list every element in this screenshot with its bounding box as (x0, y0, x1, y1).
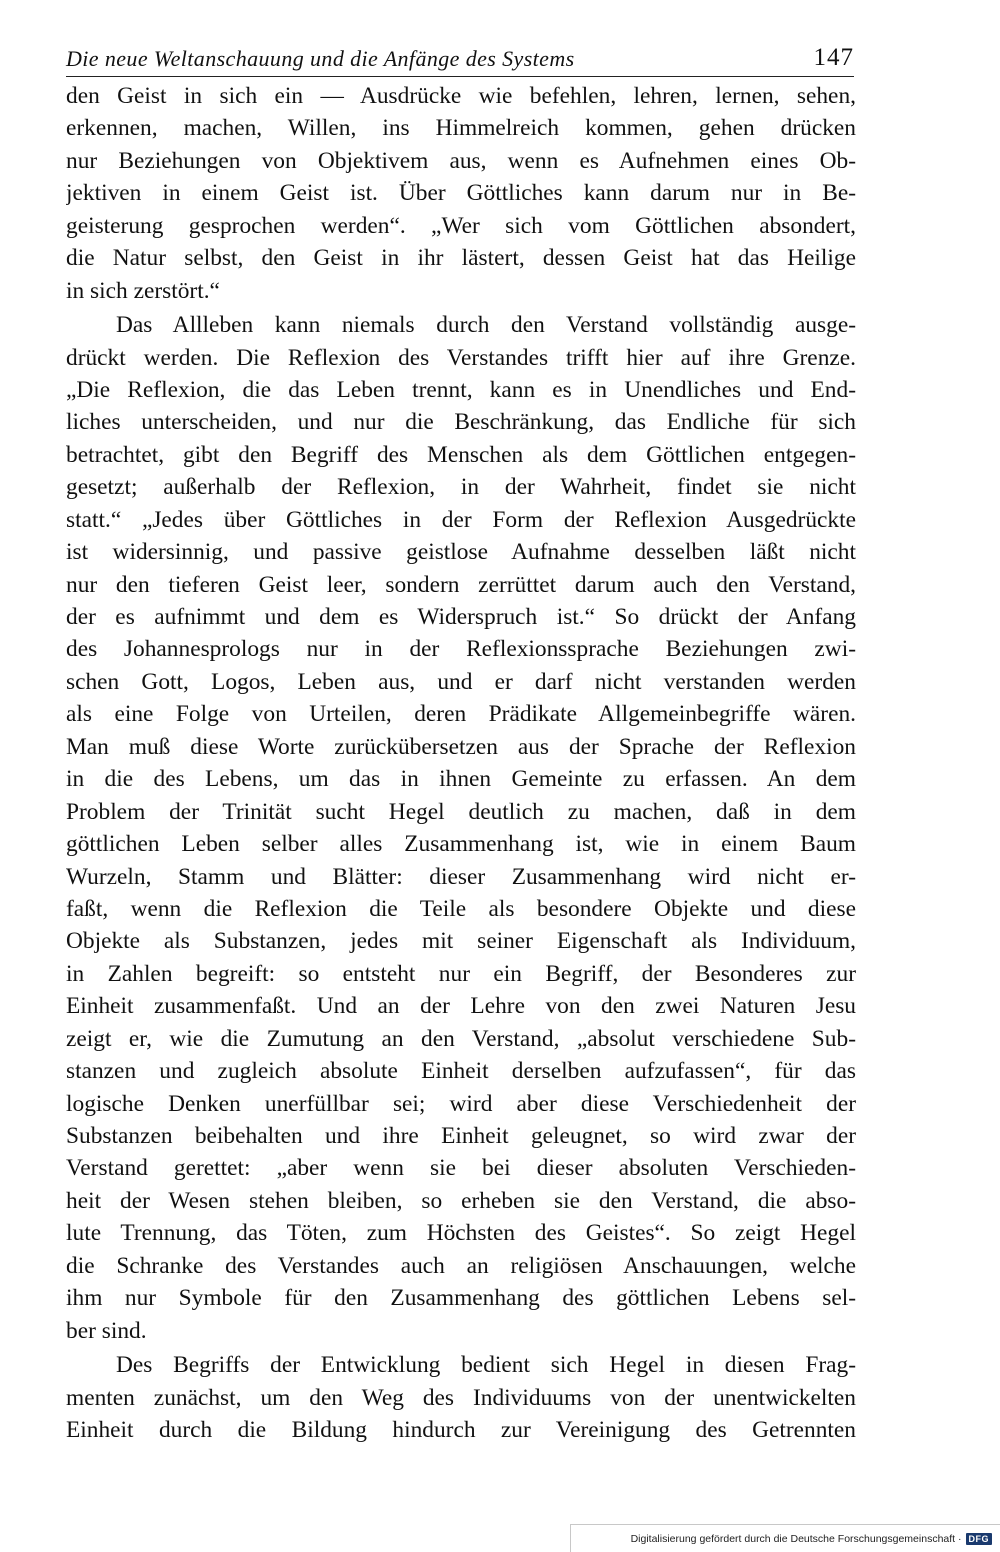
text-line: in sich zerstört.“ (66, 277, 220, 304)
footer-credit: Digitalisierung gefördert durch die Deutsche Forschungsgemeinschaft · (630, 1532, 962, 1545)
paragraph (66, 80, 856, 307)
page-number: 147 (813, 44, 854, 71)
text-line: ihm nur Symbole für den Zusammenhang des göttlichen Lebens sel- (66, 1285, 856, 1312)
text-line: des Johannesprologs nur in der Reflexionssprache Beziehungen zwi- (66, 636, 856, 663)
text-line: Substanzen beibehalten und ihre Einheit geleugnet, so wird zwar der (66, 1123, 856, 1149)
text-line: Einheit durch die Bildung hindurch zur Vereinigung des Getrennten (66, 1416, 856, 1443)
text-line: ber sind. (66, 1317, 147, 1344)
text-line: gesetzt; außerhalb der Reflexion, in der Wahrheit, findet sie nicht (66, 474, 856, 501)
text-line: betrachtet, gibt den Begriff des Menschen als dem Göttlichen entgegen- (66, 441, 856, 468)
text-line: ist widersinnig, und passive geistlose Aufnahme desselben läßt nicht (66, 539, 856, 566)
text-line: Man muß diese Worte zurückübersetzen aus der Sprache der Reflexion (66, 733, 856, 760)
text-line: geisterung gesprochen werden“. „Wer sich vom Göttlichen absondert, (66, 212, 856, 239)
text-line: Einheit zusammenfaßt. Und an der Lehre von den zwei Naturen Jesu (66, 993, 856, 1020)
text-line: drückt werden. Die Reflexion des Verstandes trifft hier auf ihre Grenze. (66, 344, 856, 371)
paragraph (66, 1349, 856, 1446)
text-line: in die des Lebens, um das in ihnen Gemeinte zu erfassen. An dem (66, 766, 856, 793)
text-line: statt.“ „Jedes über Göttliches in der Form der Reflexion Ausgedrückte (66, 506, 856, 533)
text-line: nur den tieferen Geist leer, sondern zerrüttet darum auch den Verstand, (66, 571, 856, 598)
text-line: Des Begriffs der Entwicklung bedient sich Hegel in diesen Frag- (116, 1352, 856, 1379)
text-line: erkennen, machen, Willen, ins Himmelreich kommen, gehen drücken (66, 115, 856, 142)
text-line: menten zunächst, um den Weg des Individuums von der unentwickelten (66, 1384, 856, 1411)
paragraph (66, 309, 856, 1347)
text-line: Wurzeln, Stamm und Blätter: dieser Zusammenhang wird nicht er- (66, 863, 856, 890)
text-line: den Geist in sich ein — Ausdrücke wie befehlen, lehren, lernen, sehen, (66, 83, 856, 109)
text-line: göttlichen Leben selber alles Zusammenhang ist, wie in einem Baum (66, 831, 856, 858)
text-line: faßt, wenn die Reflexion die Teile als besondere Objekte und diese (66, 895, 856, 922)
text-line: die Schranke des Verstandes auch an religiösen Anschauungen, welche (66, 1252, 856, 1279)
running-header (66, 44, 854, 77)
text-line: als eine Folge von Urteilen, deren Prädikate Allgemeinbegriffe wären. (66, 701, 856, 728)
text-line: Objekte als Substanzen, jedes mit seiner Eigenschaft als Individuum, (66, 928, 856, 955)
body-text (66, 80, 856, 1446)
text-line: nur Beziehungen von Objektivem aus, wenn es Aufnehmen eines Ob- (66, 147, 856, 174)
text-line: schen Gott, Logos, Leben aus, und er darf nicht verstanden werden (66, 668, 856, 695)
text-line: in Zahlen begreift: so entsteht nur ein Begriff, der Besonderes zur (66, 960, 856, 987)
text-line: „Die Reflexion, die das Leben trennt, kann es in Unendliches und End- (66, 376, 856, 403)
text-line: die Natur selbst, den Geist in ihr lästert, dessen Geist hat das Heilige (66, 245, 856, 272)
text-line: liches unterscheiden, und nur die Beschränkung, das Endliche für sich (66, 409, 856, 436)
dfg-logo-icon: DFG (966, 1533, 993, 1545)
text-line: stanzen und zugleich absolute Einheit derselben aufzufassen“, für das (66, 1058, 856, 1085)
running-title: Die neue Weltanschauung und die Anfänge des Systems (66, 46, 575, 71)
text-line: Verstand gerettet: „aber wenn sie bei dieser absoluten Verschieden- (66, 1155, 856, 1182)
text-line: Problem der Trinität sucht Hegel deutlich zu machen, daß in dem (66, 798, 856, 825)
text-line: logische Denken unerfüllbar sei; wird aber diese Verschiedenheit der (66, 1090, 856, 1117)
text-line: heit der Wesen stehen bleiben, so erheben sie den Verstand, die abso- (66, 1187, 856, 1214)
text-line: zeigt er, wie die Zumutung an den Verstand, „absolut verschiedene Sub- (66, 1025, 856, 1052)
text-line: der es aufnimmt und dem es Widerspruch ist.“ So drückt der Anfang (66, 604, 856, 630)
digitization-footer (570, 1524, 1000, 1552)
text-line: lute Trennung, das Töten, zum Höchsten des Geistes“. So zeigt Hegel (66, 1220, 856, 1247)
text-line: jektiven in einem Geist ist. Über Göttliches kann darum nur in Be- (66, 180, 856, 207)
text-line: Das Allleben kann niemals durch den Verstand vollständig ausge- (116, 312, 856, 339)
